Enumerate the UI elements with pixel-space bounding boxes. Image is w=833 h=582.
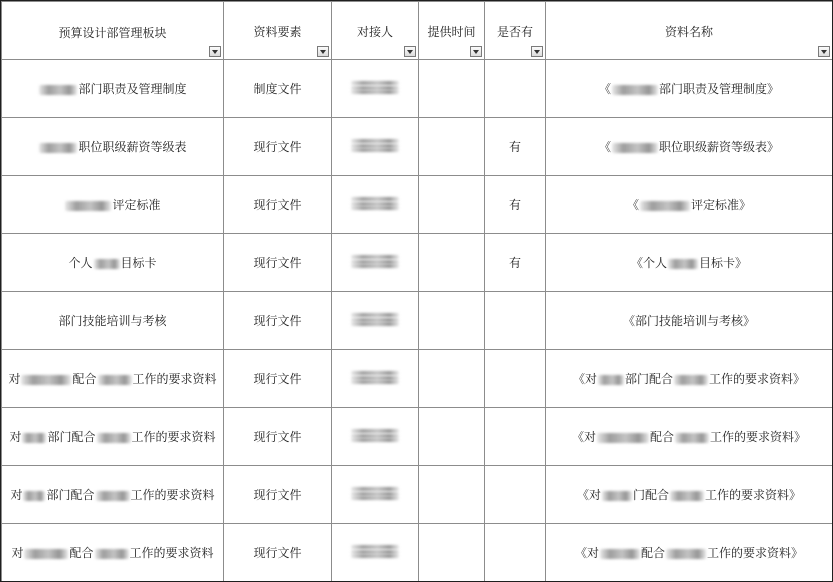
cell-has[interactable]: [485, 350, 546, 408]
redacted-contact: [351, 487, 399, 500]
redacted-contact: [351, 81, 399, 94]
cell-element[interactable]: [224, 408, 332, 466]
cell-provide-time[interactable]: [419, 176, 485, 234]
redacted-text: [351, 313, 399, 317]
cell-element[interactable]: [224, 176, 332, 234]
cell-element-text: 现行文件: [253, 430, 302, 444]
filter-dropdown-icon[interactable]: [818, 46, 830, 57]
cell-provide-time[interactable]: [419, 234, 485, 292]
redacted-text: [675, 433, 709, 443]
text-segment: 目标卡》: [699, 256, 748, 270]
text-segment: 配合: [649, 430, 674, 444]
text-segment: 工作的要求资料: [130, 488, 215, 502]
cell-contact[interactable]: [332, 350, 419, 408]
text-segment: 《对: [576, 488, 601, 502]
cell-element-text: 现行文件: [253, 140, 302, 154]
text-segment: 目标卡: [120, 256, 157, 270]
text-segment: 对: [11, 546, 24, 560]
table-row: [2, 292, 833, 350]
cell-material-name-text: [572, 428, 806, 445]
redacted-text: [612, 143, 658, 153]
cell-module[interactable]: [2, 350, 224, 408]
text-segment: 工作的要求资料》: [707, 546, 804, 560]
header-contact: [332, 2, 419, 60]
text-segment: 《: [598, 82, 611, 96]
redacted-text: [351, 376, 399, 380]
redacted-text: [597, 433, 649, 443]
table-row: [2, 234, 833, 292]
redacted-text: [351, 86, 399, 90]
redacted-text: [351, 487, 399, 491]
cell-element[interactable]: [224, 350, 332, 408]
cell-has-text: 有: [508, 256, 521, 270]
text-segment: 部门配合: [624, 372, 673, 386]
cell-material-name[interactable]: [546, 234, 833, 292]
cell-element[interactable]: [224, 60, 332, 118]
redacted-text: [94, 259, 120, 269]
header-provide-time: [419, 2, 485, 60]
cell-module-text: [8, 370, 216, 387]
redacted-contact: [351, 255, 399, 268]
text-segment: 部门配合: [46, 488, 95, 502]
cell-material-name[interactable]: [546, 118, 833, 176]
cell-has[interactable]: [485, 234, 546, 292]
cell-material-name-text: [631, 254, 747, 271]
cell-has[interactable]: [485, 292, 546, 350]
redacted-text: [351, 492, 399, 496]
redacted-text: [351, 90, 399, 94]
redacted-text: [39, 85, 77, 95]
redacted-text: [21, 375, 71, 385]
redacted-text: [351, 550, 399, 554]
header-module: [2, 2, 224, 60]
text-segment: 评定标准》: [691, 198, 752, 212]
text-segment: 配合: [69, 546, 94, 560]
redacted-text: [640, 201, 690, 211]
header-label: 对接人: [356, 25, 393, 39]
text-segment: 工作的要求资料: [131, 430, 216, 444]
cell-provide-time[interactable]: [419, 350, 485, 408]
redacted-text: [666, 549, 706, 559]
cell-module-text: [68, 254, 156, 271]
cell-provide-time[interactable]: [419, 292, 485, 350]
redacted-text: [351, 144, 399, 148]
cell-element[interactable]: [224, 234, 332, 292]
text-segment: 《部门技能培训与考核》: [622, 314, 755, 328]
cell-module[interactable]: [2, 292, 224, 350]
cell-contact[interactable]: [332, 118, 419, 176]
cell-material-name-text: [577, 486, 801, 503]
cell-module-text: [10, 486, 214, 503]
cell-contact[interactable]: [332, 524, 419, 582]
redacted-text: [351, 206, 399, 210]
redacted-text: [351, 197, 399, 201]
cell-element[interactable]: [224, 466, 332, 524]
header-label: 资料名称: [664, 25, 713, 39]
cell-module[interactable]: [2, 408, 224, 466]
redacted-text: [96, 491, 130, 501]
redacted-text: [23, 491, 45, 501]
redacted-text: [97, 433, 131, 443]
cell-element-text: 现行文件: [253, 314, 302, 328]
redacted-text: [351, 371, 399, 375]
cell-element-text: 现行文件: [253, 198, 302, 212]
cell-element[interactable]: [224, 292, 332, 350]
redacted-text: [602, 491, 632, 501]
cell-provide-time[interactable]: [419, 466, 485, 524]
cell-element-text: 现行文件: [253, 256, 302, 270]
filter-dropdown-icon[interactable]: [470, 46, 482, 57]
text-segment: 部门职责及管理制度: [78, 82, 187, 96]
table-row: [2, 350, 833, 408]
cell-provide-time[interactable]: [419, 524, 485, 582]
cell-element-text: 现行文件: [253, 488, 302, 502]
cell-material-name[interactable]: [546, 524, 833, 582]
redacted-text: [22, 433, 46, 443]
cell-provide-time[interactable]: [419, 408, 485, 466]
cell-has[interactable]: [485, 60, 546, 118]
cell-module-text: [9, 428, 215, 445]
table-row: [2, 118, 833, 176]
redacted-text: [670, 491, 704, 501]
filter-dropdown-icon[interactable]: [209, 46, 221, 57]
cell-has[interactable]: [485, 466, 546, 524]
cell-element-text: 现行文件: [253, 546, 302, 560]
cell-has-text: 有: [508, 140, 521, 154]
text-segment: 工作的要求资料》: [709, 372, 806, 386]
header-material-name: [546, 2, 833, 60]
text-segment: 《对: [574, 546, 599, 560]
cell-material-name-text: [575, 544, 803, 561]
redacted-text: [351, 255, 399, 259]
cell-module[interactable]: [2, 118, 224, 176]
cell-element-text: 制度文件: [253, 82, 302, 96]
cell-contact[interactable]: [332, 292, 419, 350]
table-row: [2, 466, 833, 524]
text-segment: 工作的要求资料》: [710, 430, 807, 444]
text-segment: 职位职级薪资等级表: [78, 140, 187, 154]
text-segment: 《: [598, 140, 611, 154]
cell-module-text: [38, 80, 186, 97]
filter-dropdown-icon[interactable]: [531, 46, 543, 57]
cell-material-name[interactable]: [546, 60, 833, 118]
header-label: 提供时间: [427, 25, 476, 39]
redacted-text: [351, 434, 399, 438]
redacted-text: [351, 496, 399, 500]
text-segment: 部门配合: [47, 430, 96, 444]
cell-module[interactable]: [2, 176, 224, 234]
table-row: [2, 176, 833, 234]
cell-provide-time[interactable]: [419, 118, 485, 176]
cell-provide-time[interactable]: [419, 60, 485, 118]
redacted-contact: [351, 371, 399, 384]
text-segment: 对: [9, 430, 22, 444]
text-segment: 部门职责及管理制度》: [659, 82, 780, 96]
redacted-text: [668, 259, 698, 269]
redacted-text: [598, 375, 624, 385]
redacted-contact: [351, 197, 399, 210]
header-label: 是否有: [496, 25, 533, 39]
cell-has[interactable]: [485, 524, 546, 582]
cell-material-name-text: [599, 80, 779, 97]
redacted-contact: [351, 313, 399, 326]
cell-has-text: 有: [508, 198, 521, 212]
cell-contact[interactable]: [332, 408, 419, 466]
redacted-text: [351, 318, 399, 322]
redacted-text: [351, 148, 399, 152]
cell-module[interactable]: [2, 524, 224, 582]
text-segment: 工作的要求资料: [132, 372, 217, 386]
redacted-text: [351, 554, 399, 558]
cell-module-text: [64, 196, 160, 213]
redacted-text: [351, 264, 399, 268]
header-label: 资料要素: [253, 25, 302, 39]
redacted-text: [351, 545, 399, 549]
redacted-text: [98, 375, 132, 385]
cell-element[interactable]: [224, 524, 332, 582]
cell-module-text: [58, 312, 166, 329]
redacted-text: [351, 139, 399, 143]
header-element: [224, 2, 332, 60]
cell-material-name-text: [599, 138, 779, 155]
redacted-text: [612, 85, 658, 95]
cell-material-name[interactable]: [546, 408, 833, 466]
redacted-text: [351, 81, 399, 85]
cell-material-name-text: [573, 370, 805, 387]
cell-contact[interactable]: [332, 466, 419, 524]
text-segment: 《对: [572, 372, 597, 386]
cell-contact[interactable]: [332, 234, 419, 292]
cell-material-name[interactable]: [546, 350, 833, 408]
cell-has[interactable]: [485, 408, 546, 466]
text-segment: 门配合: [632, 488, 669, 502]
text-segment: 《对: [571, 430, 596, 444]
redacted-text: [351, 438, 399, 442]
text-segment: 工作的要求资料》: [705, 488, 802, 502]
redacted-text: [39, 143, 77, 153]
redacted-contact: [351, 545, 399, 558]
cell-material-name-text: [627, 196, 751, 213]
cell-material-name[interactable]: [546, 466, 833, 524]
cell-element-text: 现行文件: [253, 372, 302, 386]
redacted-contact: [351, 139, 399, 152]
filter-dropdown-icon[interactable]: [317, 46, 329, 57]
redacted-text: [95, 549, 129, 559]
cell-material-name-text: [623, 312, 755, 329]
cell-module[interactable]: [2, 234, 224, 292]
cell-module[interactable]: [2, 60, 224, 118]
table-row: [2, 524, 833, 582]
cell-material-name[interactable]: [546, 292, 833, 350]
redacted-text: [24, 549, 68, 559]
text-segment: 个人: [68, 256, 93, 270]
cell-has[interactable]: [485, 118, 546, 176]
text-segment: 《个人: [630, 256, 667, 270]
cell-module-text: [11, 544, 213, 561]
material-table: [1, 1, 833, 582]
cell-has[interactable]: [485, 176, 546, 234]
redacted-text: [600, 549, 640, 559]
filter-dropdown-icon[interactable]: [404, 46, 416, 57]
redacted-text: [351, 260, 399, 264]
redacted-text: [351, 429, 399, 433]
header-label: 预算设计部管理板块: [58, 26, 167, 40]
redacted-text: [65, 201, 111, 211]
redacted-text: [674, 375, 708, 385]
cell-contact[interactable]: [332, 176, 419, 234]
redacted-text: [351, 202, 399, 206]
text-segment: 配合: [72, 372, 97, 386]
text-segment: 《: [626, 198, 639, 212]
text-segment: 配合: [640, 546, 665, 560]
table-row: [2, 60, 833, 118]
text-segment: 职位职级薪资等级表》: [659, 140, 780, 154]
cell-element[interactable]: [224, 118, 332, 176]
redacted-text: [351, 380, 399, 384]
header-row: [2, 2, 833, 60]
cell-module[interactable]: [2, 466, 224, 524]
redacted-contact: [351, 429, 399, 442]
cell-module-text: [38, 138, 186, 155]
cell-material-name[interactable]: [546, 176, 833, 234]
redacted-text: [351, 322, 399, 326]
text-segment: 对: [10, 488, 23, 502]
text-segment: 部门技能培训与考核: [58, 314, 167, 328]
cell-contact[interactable]: [332, 60, 419, 118]
table-body: [2, 60, 833, 582]
table-row: [2, 408, 833, 466]
text-segment: 评定标准: [112, 198, 161, 212]
text-segment: 工作的要求资料: [129, 546, 214, 560]
text-segment: 对: [8, 372, 21, 386]
header-has: [485, 2, 546, 60]
